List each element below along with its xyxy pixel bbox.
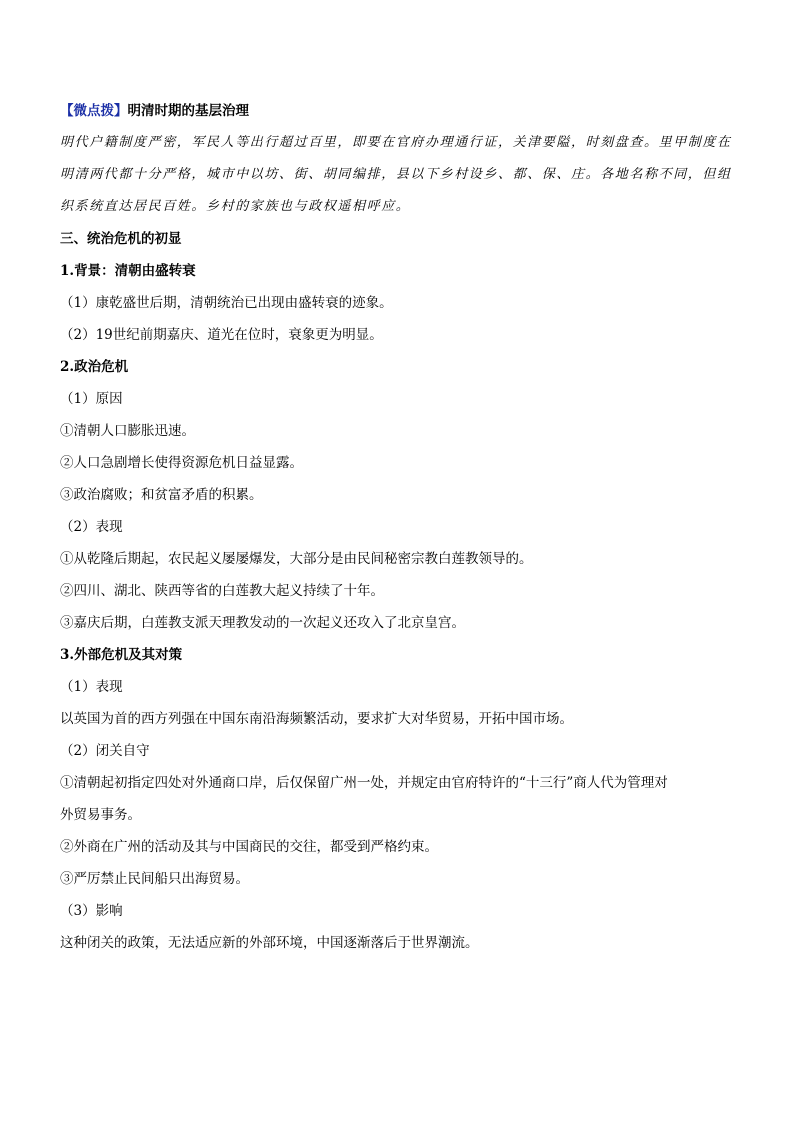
list-item: ①清朝起初指定四处对外通商口岸，后仅保留广州一处，并规定由官府特许的“十三行”商人代为管理对 <box>60 775 668 791</box>
weidianbo-text-line: 明代户籍制度严密，军民人等出行超过百里，即要在官府办理通行证，关津要隘，时刻盘查。里甲制度在 <box>60 135 732 150</box>
list-item: ③嘉庆后期，白莲教支派天理教发动的一次起义还攻入了北京皇宫。 <box>60 615 465 631</box>
closed-label: （2）闭关自守 <box>60 743 150 759</box>
weidianbo-text-line: 明清两代都十分严格，城市中以坊、街、胡同编排，县以下乡村设乡、都、保、庄。各地名称不同，但组 <box>60 167 732 182</box>
subsection-heading-political: 2.政治危机 <box>60 359 129 375</box>
weidianbo-title-line <box>60 101 740 121</box>
list-item: ①从乾隆后期起，农民起义屡屡爆发，大部分是由民间秘密宗教白莲教领导的。 <box>60 551 533 567</box>
subsection-heading-external: 3.外部危机及其对策 <box>60 647 183 663</box>
impact-label: （3）影响 <box>60 903 123 919</box>
list-item: （2）19世纪前期嘉庆、道光在位时，衰象更为明显。 <box>60 327 383 343</box>
list-item: ①清朝人口膨胀迅速。 <box>60 423 195 439</box>
external-manifest-label: （1）表现 <box>60 679 123 695</box>
external-manifest-text: 以英国为首的西方列强在中国东南沿海频繁活动，要求扩大对华贸易，开拓中国市场。 <box>60 711 573 727</box>
subsection-heading-background: 1.背景：清朝由盛转衰 <box>60 263 196 279</box>
list-item: （1）康乾盛世后期，清朝统治已出现由盛转衰的迹象。 <box>60 295 393 311</box>
weidianbo-title: 明清时期的基层治理 <box>127 103 249 119</box>
list-item: ②人口急剧增长使得资源危机日益显露。 <box>60 455 303 471</box>
list-item: ③严厉禁止民间船只出海贸易。 <box>60 871 249 887</box>
cause-label: （1）原因 <box>60 391 123 407</box>
manifest-label: （2）表现 <box>60 519 123 535</box>
list-item: ③政治腐败；和贫富矛盾的积累。 <box>60 487 263 503</box>
weidianbo-tag: 【微点拨】 <box>60 103 128 119</box>
list-item: 外贸易事务。 <box>60 807 141 823</box>
impact-text: 这种闭关的政策，无法适应新的外部环境，中国逐渐落后于世界潮流。 <box>60 935 479 951</box>
list-item: ②外商在广州的活动及其与中国商民的交往，都受到严格约束。 <box>60 839 438 855</box>
section-heading: 三、统治危机的初显 <box>60 231 182 247</box>
list-item: ②四川、湖北、陕西等省的白莲教大起义持续了十年。 <box>60 583 384 599</box>
weidianbo-text-line: 织系统直达居民百姓。乡村的家族也与政权遥相呼应。 <box>60 199 411 214</box>
